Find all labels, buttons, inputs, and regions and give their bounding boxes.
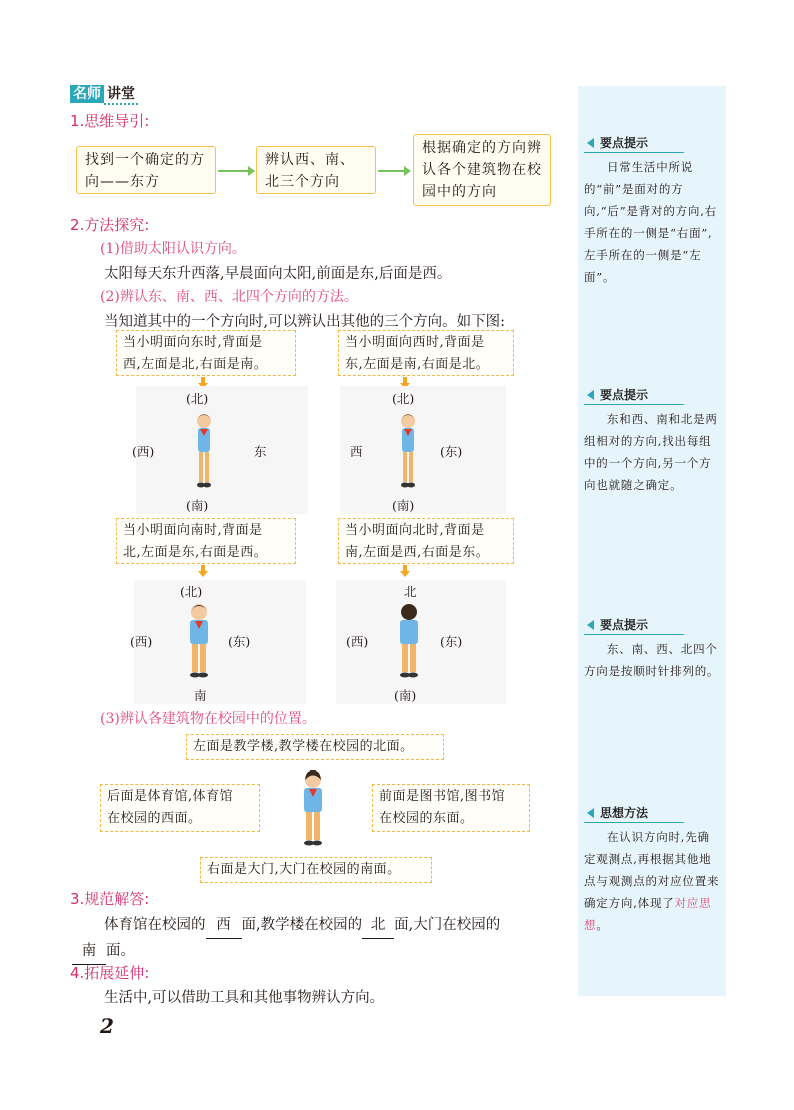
- extension-text: 生活中,可以借助工具和其他事物辨认方向。: [104, 990, 385, 1006]
- answer-part3: 面,大门在校园的: [394, 917, 501, 933]
- case1-bottom-label: (南): [186, 498, 209, 513]
- flow-arrow-2: [378, 170, 408, 172]
- tip1-label: 要点提示: [584, 134, 684, 153]
- answer-part4: 面。: [106, 943, 135, 959]
- case4-line1: 当小明面向北时,背面是: [345, 523, 485, 538]
- case2-box: [338, 330, 514, 376]
- tip2-text: 东和西、南和北是两组相对的方向,找出每组中的一个方向,另一个方向也就随之确定。: [584, 412, 718, 492]
- case4-arrow: [400, 565, 410, 577]
- case4-box: [338, 518, 514, 564]
- tip4-highlight: 对应思想: [584, 896, 712, 932]
- boy-side-left-figure: [396, 412, 420, 492]
- position-left-line1: 后面是体育馆,体育馆: [107, 789, 234, 804]
- case3-box: [116, 518, 296, 564]
- method-text2: 当知道其中的一个方向时,可以辨认出其他的三个方向。如下图:: [104, 314, 505, 330]
- answer-text-line2: [72, 938, 135, 965]
- flow-box-3: 根据确定的方向辨认各个建筑物在校园中的方向: [413, 134, 551, 206]
- flow-arrow-1: [218, 170, 252, 172]
- tip4-text-after: 。: [596, 918, 609, 932]
- case3-line1: 当小明面向南时,背面是: [123, 523, 263, 538]
- section-badge: [70, 84, 138, 104]
- section1-heading: 1.思维导引:: [70, 112, 150, 130]
- tip4-text-before: 在认识方向时,先确定观测点,再根据其他地点与观测点的对应位置来确定方向,体现了: [584, 830, 720, 910]
- position-right-box: [372, 784, 530, 832]
- boy-side-right-figure: [192, 412, 216, 492]
- case4-right-label: (东): [440, 634, 463, 649]
- answer-text: [104, 912, 566, 939]
- case4-line2: 南,左面是西,右面是东。: [345, 545, 490, 560]
- case2-line1: 当小明面向西时,背面是: [345, 335, 485, 350]
- case1-box: [116, 330, 296, 376]
- girl-figure: [298, 770, 328, 850]
- case2-right-label: (东): [440, 444, 463, 459]
- section3-heading: 3.规范解答:: [70, 890, 150, 908]
- tip1-text: 日常生活中所说的“前”是面对的方向,“后”是背对的方向,右手所在的一侧是“右面”,左手所在的一侧是“左面”。: [584, 160, 717, 284]
- position-left-line2: 在校园的西面。: [107, 811, 202, 826]
- case2-line2: 东,左面是南,右面是北。: [345, 357, 490, 372]
- case4-left-label: (西): [346, 634, 369, 649]
- case4-top-label: 北: [404, 584, 417, 599]
- answer-part2: 面,教学楼在校园的: [241, 917, 363, 933]
- case4-bottom-label: (南): [394, 688, 417, 703]
- tip4-label: 思想方法: [584, 804, 684, 823]
- flow-box-2: 辨认西、南、北三个方向: [256, 146, 376, 194]
- flow-box-1: 找到一个确定的方向——东方: [76, 146, 216, 194]
- case3-left-label: (西): [130, 634, 153, 649]
- badge-part2: 讲堂: [104, 83, 138, 105]
- answer-part1: 体育馆在校园的: [104, 917, 206, 933]
- case3-scene: [130, 580, 306, 704]
- tip2-label: 要点提示: [584, 386, 684, 405]
- position-right-line1: 前面是图书馆,图书馆: [379, 789, 506, 804]
- case3-arrow: [198, 565, 208, 577]
- position-bottom-box: 右面是大门,大门在校园的南面。: [200, 857, 432, 883]
- boy-back-figure: [394, 602, 424, 682]
- case3-top-label: (北): [180, 584, 203, 599]
- boy-front-figure: [184, 602, 214, 682]
- case1-left-label: (西): [132, 444, 155, 459]
- case2-top-label: (北): [392, 391, 415, 406]
- case1-line1: 当小明面向东时,背面是: [123, 335, 263, 350]
- case1-scene: [132, 386, 308, 514]
- method-sub2: (2)辨认东、南、西、北四个方向的方法。: [100, 289, 358, 305]
- page-number: 2: [100, 1014, 114, 1038]
- position-left-box: [100, 784, 260, 832]
- badge-part1: 名师: [70, 85, 104, 103]
- case1-top-label: (北): [186, 391, 209, 406]
- section2-heading: 2.方法探究:: [70, 216, 150, 234]
- section4-heading: 4.拓展延伸:: [70, 964, 150, 982]
- case3-right-label: (东): [228, 634, 251, 649]
- answer-blank-1: 西: [206, 912, 242, 939]
- method-text1: 太阳每天东升西落,早晨面向太阳,前面是东,后面是西。: [104, 266, 452, 282]
- tip4-text: [584, 826, 720, 936]
- method-sub3: (3)辨认各建筑物在校园中的位置。: [100, 711, 316, 727]
- answer-blank-2: 北: [362, 912, 394, 939]
- case1-line2: 西,左面是北,右面是南。: [123, 357, 268, 372]
- tip3-text: 东、南、西、北四个方向是按顺时针排列的。: [584, 642, 720, 678]
- position-right-line2: 在校园的东面。: [379, 811, 474, 826]
- method-sub1: (1)借助太阳认识方向。: [100, 241, 246, 257]
- case3-line2: 北,左面是东,右面是西。: [123, 545, 268, 560]
- case2-scene: [340, 386, 506, 514]
- case4-scene: [336, 580, 506, 704]
- answer-blank-3: 南: [72, 938, 106, 965]
- tip3-label: 要点提示: [584, 616, 684, 635]
- sidebar: [578, 86, 726, 996]
- position-top-box: 左面是教学楼,教学楼在校园的北面。: [186, 734, 444, 760]
- case3-bottom-label: 南: [194, 688, 207, 703]
- case2-left-label: 西: [350, 444, 363, 459]
- case2-bottom-label: (南): [392, 498, 415, 513]
- case1-right-label: 东: [254, 444, 267, 459]
